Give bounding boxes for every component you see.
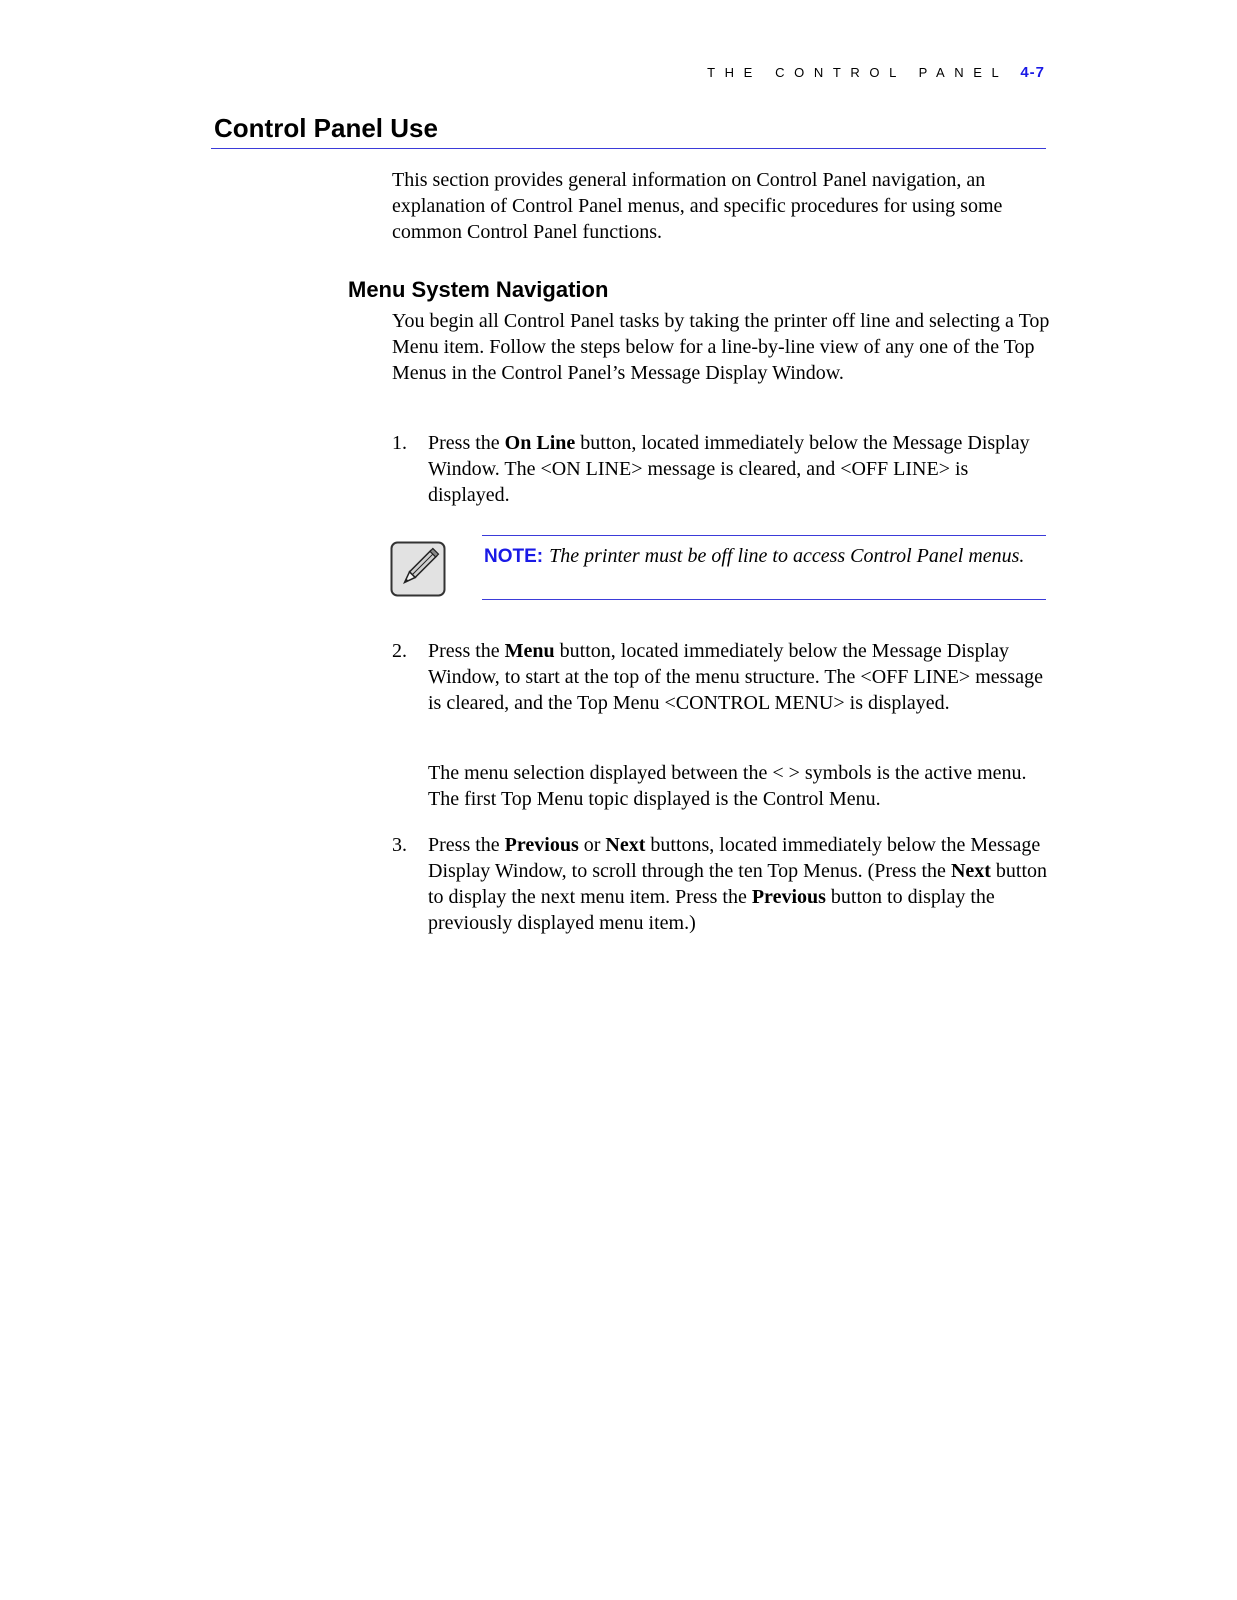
running-title: THE CONTROL PANEL — [707, 65, 1009, 80]
page-number: 4-7 — [1020, 64, 1045, 81]
button-name: Next — [950, 860, 991, 882]
step-2-followup: The menu selection displayed between the < > symbols is the active menu. The first Top Menu topic displayed is the Control Menu. — [428, 762, 1027, 810]
step-text-run: button to display the previously displayed menu item.) — [428, 886, 995, 934]
step-text-run: Press the — [428, 640, 505, 662]
section-title: Control Panel Use — [214, 113, 438, 143]
subsection-title: Menu System Navigation — [348, 277, 609, 302]
step-2 — [392, 638, 1052, 716]
section-divider — [211, 148, 1046, 149]
note-callout — [484, 544, 1044, 569]
step-text — [428, 832, 1052, 936]
step-text-run: button, located immediately below the Message Display Window, to start at the top of the menu structure. The <OFF LINE> message is cleared, and the Top Menu <CONTROL MENU> is displayed. — [428, 640, 1043, 714]
step-text-run: buttons, located immediately below the Message Display Window, to scroll through the ten Top Menus. (Press the — [428, 834, 1041, 882]
step-1 — [392, 430, 1052, 508]
button-name: Previous — [751, 886, 826, 908]
step-3 — [392, 832, 1052, 936]
step-text — [428, 638, 1052, 716]
note-bottom-rule — [482, 599, 1046, 600]
navigation-paragraph: You begin all Control Panel tasks by taking the printer off line and selecting a Top Menu item. Follow the steps below for a line-by-line view of any one of the Top Menus in the Control Panel’s Message Display Window. — [392, 310, 1050, 384]
running-header — [707, 64, 1045, 81]
intro-paragraph: This section provides general information on Control Panel navigation, an explanation of Control Panel menus, and specific procedures for using some common Control Panel functions. — [392, 169, 1003, 243]
step-text-run: button to display the next menu item. Press the — [428, 860, 1048, 908]
pencil-icon — [390, 541, 446, 597]
step-number: 2. — [392, 640, 407, 662]
button-name: Menu — [504, 640, 555, 662]
step-text-run: Press the — [428, 834, 505, 856]
step-number: 1. — [392, 432, 407, 454]
button-name: On Line — [504, 432, 576, 454]
note-text: The printer must be off line to access Control Panel menus. — [549, 545, 1025, 567]
step-number: 3. — [392, 834, 407, 856]
step-text-run: Press the — [428, 432, 505, 454]
step-text-run: or — [578, 834, 606, 856]
button-name: Next — [605, 834, 646, 856]
step-text — [428, 430, 1052, 508]
note-top-rule — [482, 535, 1046, 536]
button-name: Previous — [504, 834, 579, 856]
step-text-run: button, located immediately below the Message Display Window. The <ON LINE> message is cleared, and <OFF LINE> is displayed. — [428, 432, 1030, 506]
note-label: NOTE: — [484, 546, 544, 567]
